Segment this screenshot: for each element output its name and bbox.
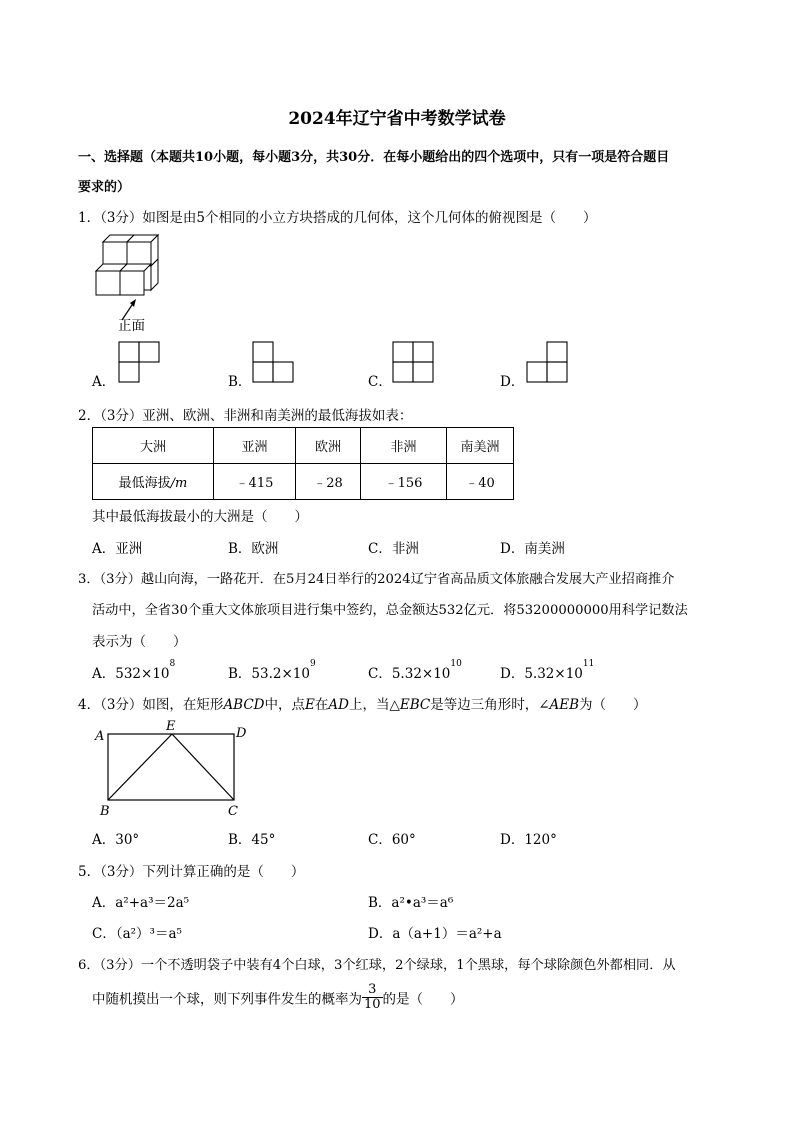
q4-label-d: D (236, 726, 247, 741)
table-cell: ﹣40 (447, 464, 514, 500)
q4-rectangle-figure (92, 718, 252, 818)
table-cell: ﹣415 (214, 464, 296, 500)
table-header-cell: 非洲 (361, 428, 447, 464)
q3-option-a[interactable]: A．$532\times 10^8$ (92, 659, 176, 682)
table-row-label: 最低海拔/m (93, 464, 214, 500)
table-header-cell: 大洲 (93, 428, 214, 464)
q1-option-a-figure (118, 341, 162, 385)
table-row (93, 464, 514, 500)
q4-option-d[interactable]: D．120° (500, 832, 557, 848)
q4-label-c: C (228, 804, 238, 819)
q4-label-e: E (166, 719, 176, 734)
q1-option-b-label[interactable]: B． (228, 374, 252, 390)
q6-fraction: $\frac{3}{10}$ (364, 982, 381, 1013)
q1-option-d-label[interactable]: D． (500, 374, 525, 390)
q1-stem: 1．（3分）如图是由5个相同的小立方块搭成的几何体，这个几何体的俯视图是（ ） (78, 210, 597, 226)
q3-option-c[interactable]: C．$5.32\times 10^{10}$ (368, 659, 462, 682)
table-row (93, 428, 514, 464)
q4-label-b: B (100, 804, 110, 819)
q3-option-b[interactable]: B．$53.2\times 10^9$ (228, 659, 316, 682)
q3-option-d[interactable]: D．$5.32\times 10^{11}$ (500, 659, 595, 682)
q2-option-b[interactable]: B．欧洲 (228, 541, 279, 557)
q4-option-b[interactable]: B．45° (228, 832, 276, 848)
table-cell: ﹣156 (361, 464, 447, 500)
q6-stem-line2: 中随机摸出一个球，则下列事件发生的概率为 $\frac{3}{10}$ 的是（ ） (92, 982, 464, 1013)
q3-stem-line3: 表示为（ ） (92, 634, 187, 650)
q5-option-b[interactable]: B．a²•a³＝a⁶ (368, 895, 454, 911)
q4-label-a: A (95, 729, 105, 744)
q2-altitude-table (92, 427, 514, 500)
section-heading-line2: 要求的） (78, 180, 131, 195)
q1-option-a-label[interactable]: A． (92, 374, 116, 390)
page-title: 2024年辽宁省中考数学试卷 (288, 109, 506, 129)
q1-option-c-label[interactable]: C． (368, 374, 392, 390)
q1-option-c-figure (392, 341, 436, 385)
section-heading-line1: 一、选择题（本题共10小题，每小题3分，共30分．在每小题给出的四个选项中，只有一项是符合题目 (78, 150, 670, 165)
q5-option-d[interactable]: D．a（a+1）＝a²+a (368, 926, 502, 942)
q4-option-c[interactable]: C．60° (368, 832, 416, 848)
q2-option-d[interactable]: D．南美洲 (500, 541, 565, 557)
q2-stem: 2．（3分）亚洲、欧洲、非洲和南美洲的最低海拔如表： (78, 408, 413, 424)
table-header-cell: 南美洲 (447, 428, 514, 464)
q6-stem-line1: 6．（3分）一个不透明袋子中装有4个白球，3个红球，2个绿球，1个黑球，每个球除颜色外都相同．从 (78, 958, 676, 973)
q4-option-a[interactable]: A．30° (92, 832, 140, 848)
q2-option-a[interactable]: A．亚洲 (92, 541, 143, 557)
table-cell: ﹣28 (296, 464, 361, 500)
q4-stem: 4．（3分）如图，在矩形ABCD中，点E在AD上，当△EBC是等边三角形时，∠AEB为（ ） (78, 697, 647, 713)
q5-option-c[interactable]: C．（a²）³＝a⁵ (92, 926, 182, 942)
q3-stem-line2: 活动中，全省30个重大文体旅项目进行集中签约，总金额达532亿元．将53200000000用科学记数法 (92, 603, 688, 618)
q2-option-c[interactable]: C．非洲 (368, 541, 419, 557)
q2-question: 其中最低海拔最小的大洲是（ ） (92, 509, 308, 525)
q3-stem-line1: 3．（3分）越山向海，一路花开．在5月24日举行的2024辽宁省高品质文体旅融合发展大产业招商推介 (78, 572, 675, 587)
q5-option-a[interactable]: A．a²+a³＝2a⁵ (92, 895, 190, 911)
q1-front-label: 正面 (118, 318, 145, 334)
q1-option-d-figure (526, 341, 570, 385)
q1-option-b-figure (252, 341, 296, 385)
q5-stem: 5．（3分）下列计算正确的是（ ） (78, 864, 305, 880)
table-header-cell: 亚洲 (214, 428, 296, 464)
table-header-cell: 欧洲 (296, 428, 361, 464)
